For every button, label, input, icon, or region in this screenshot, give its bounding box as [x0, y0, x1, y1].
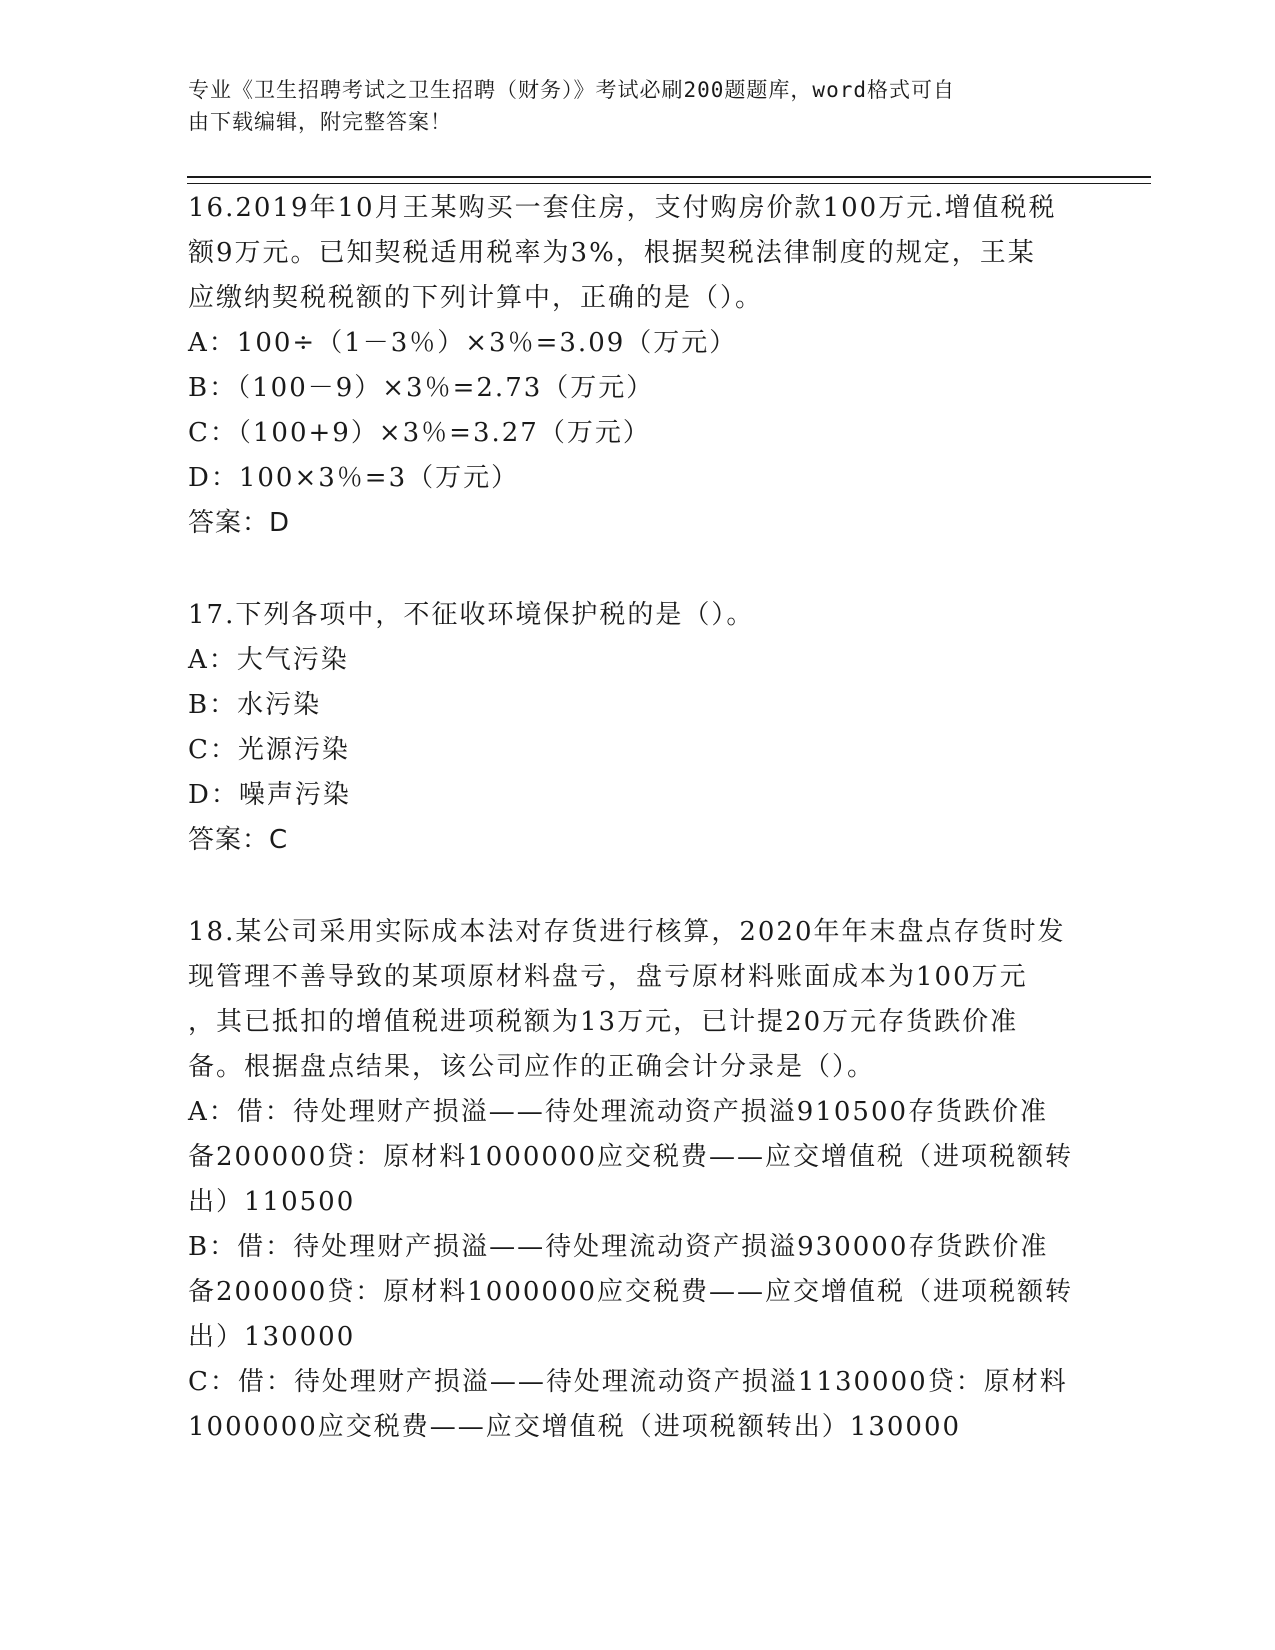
option-d: D：100×3％=3（万元） — [188, 463, 520, 493]
header-divider-thin — [187, 183, 1151, 184]
option-c: C：借：待处理财产损溢——待处理流动资产损溢1130000贷：原材料 — [188, 1367, 1068, 1397]
option-a: A：100÷（1－3％）×3％=3.09（万元） — [188, 328, 738, 358]
question-stem-line: 18.某公司采用实际成本法对存货进行核算，2020年年末盘点存货时发 — [188, 917, 1066, 947]
option-a-continued: 备200000贷：原材料1000000应交税费——应交增值税（进项税额转 — [188, 1142, 1074, 1172]
option-c: C：（100+9）×3％=3.27（万元） — [188, 418, 651, 448]
option-c-continued: 1000000应交税费——应交增值税（进项税额转出）130000 — [188, 1412, 962, 1442]
question-stem-line: 17.下列各项中，不征收环境保护税的是（）。 — [188, 600, 755, 630]
answer-label: 答案：C — [188, 825, 289, 855]
question-stem-line: 应缴纳契税税额的下列计算中，正确的是（）。 — [188, 283, 764, 313]
option-a: A：大气污染 — [188, 645, 349, 675]
option-a-continued: 出）110500 — [188, 1187, 356, 1217]
header-divider-thick — [187, 176, 1151, 178]
question-stem-line: 16.2019年10月王某购买一套住房，支付购房价款100万元.增值税税 — [188, 193, 1057, 223]
option-b: B：水污染 — [188, 690, 322, 720]
answer-label: 答案：D — [188, 508, 291, 538]
question-18 — [188, 910, 1088, 1450]
header-line-1: 专业《卫生招聘考试之卫生招聘（财务）》考试必刷200题题库，word格式可自 — [188, 78, 955, 102]
option-b-continued: 备200000贷：原材料1000000应交税费——应交增值税（进项税额转 — [188, 1277, 1074, 1307]
question-17 — [188, 593, 1088, 863]
document-header — [188, 74, 1068, 138]
question-stem-line: 备。根据盘点结果，该公司应作的正确会计分录是（）。 — [188, 1052, 876, 1082]
question-stem-line: 现管理不善导致的某项原材料盘亏，盘亏原材料账面成本为100万元 — [188, 962, 1028, 992]
header-line-2: 由下载编辑，附完整答案！ — [188, 110, 452, 134]
option-a: A：借：待处理财产损溢——待处理流动资产损溢910500存货跌价准 — [188, 1097, 1049, 1127]
question-stem-line: ，其已抵扣的增值税进项税额为13万元，已计提20万元存货跌价准 — [188, 1007, 1019, 1037]
question-16 — [188, 186, 1088, 546]
option-b: B：借：待处理财产损溢——待处理流动资产损溢930000存货跌价准 — [188, 1232, 1049, 1262]
option-b-continued: 出）130000 — [188, 1322, 356, 1352]
option-d: D：噪声污染 — [188, 780, 351, 810]
question-list — [188, 186, 1088, 1497]
question-stem-line: 额9万元。已知契税适用税率为3%，根据契税法律制度的规定，王某 — [188, 238, 1036, 268]
option-b: B：（100－9）×3％=2.73（万元） — [188, 373, 655, 403]
option-c: C：光源污染 — [188, 735, 350, 765]
